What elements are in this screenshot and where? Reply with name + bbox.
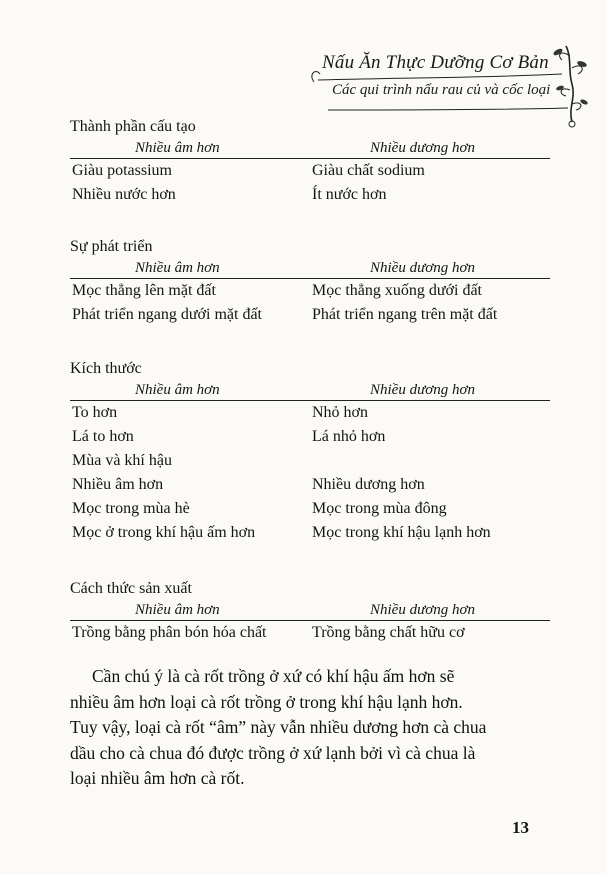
table-row: [70, 303, 550, 327]
cell-yang: Mọc trong khí hậu lạnh hơn: [312, 524, 491, 541]
section-composition: [70, 116, 550, 207]
book-title: Nấu Ăn Thực Dưỡng Cơ Bản: [322, 52, 549, 73]
cell-yin: Mọc thẳng lên mặt đất: [72, 282, 216, 299]
cell-yin: Nhiều âm hơn: [72, 476, 164, 493]
paragraph-line: dầu cho cà chua đó được trồng ở xứ lạnh bởi vì cà chua là: [70, 742, 476, 763]
paragraph-line: nhiều âm hơn loại cà rốt trồng ở trong khí hậu lạnh hơn.: [70, 691, 463, 712]
table-row: [70, 497, 550, 521]
column-header-yang: Nhiều dương hơn: [370, 260, 476, 276]
table-row: [70, 621, 550, 645]
cell-yin: Phát triển ngang dưới mặt đất: [72, 306, 262, 323]
table-row: [70, 449, 550, 473]
cell-yang: Phát triển ngang trên mặt đất: [312, 306, 498, 323]
table-row: [70, 279, 550, 303]
table-row: [70, 183, 550, 207]
cell-yang: Mọc thẳng xuống dưới đất: [312, 282, 482, 299]
cell-yang: Giàu chất sodium: [312, 162, 425, 179]
section-production: [70, 578, 550, 645]
column-header-yang: Nhiều dương hơn: [370, 602, 476, 618]
running-header: [300, 38, 590, 128]
column-header-row: [70, 258, 550, 279]
paragraph-line: loại nhiều âm hơn cà rốt.: [70, 768, 245, 788]
column-header-yin: Nhiều âm hơn: [135, 260, 220, 276]
page-number: 13: [512, 818, 529, 837]
column-header-row: [70, 138, 550, 159]
table-row: [70, 159, 550, 183]
cell-yang: Ít nước hơn: [312, 186, 387, 203]
section-title: Kích thước: [70, 360, 142, 377]
section-title: Sự phát triển: [70, 238, 153, 255]
paragraph-line: Tuy vậy, loại cà rốt “âm” này vẫn nhiều dương hơn cà chua: [70, 717, 487, 737]
table-row: [70, 473, 550, 497]
column-header-row: [70, 380, 550, 401]
section-title: Cách thức sản xuất: [70, 580, 192, 597]
cell-yin: To hơn: [72, 404, 118, 421]
cell-yang: Mọc trong mùa đông: [312, 500, 447, 517]
paragraph-line: Cần chú ý là cà rốt trồng ở xứ có khí hậu ấm hơn sẽ: [92, 666, 455, 686]
column-header-yang: Nhiều dương hơn: [370, 140, 476, 156]
cell-yin: Nhiều nước hơn: [72, 186, 176, 203]
body-paragraph: [70, 664, 555, 792]
column-header-yang: Nhiều dương hơn: [370, 382, 476, 398]
cell-yin: Giàu potassium: [72, 162, 172, 179]
cell-yang: Nhiều dương hơn: [312, 476, 425, 493]
chapter-subtitle: Các qui trình nấu rau củ và cốc loại: [332, 82, 551, 98]
cell-yin: Trồng bằng phân bón hóa chất: [72, 624, 267, 641]
cell-yang: Lá nhỏ hơn: [312, 428, 386, 445]
column-header-yin: Nhiều âm hơn: [135, 140, 220, 156]
section-title: Thành phần cấu tạo: [70, 118, 196, 135]
section-growth: [70, 236, 550, 327]
table-row: [70, 521, 550, 545]
column-header-row: [70, 600, 550, 621]
subheading-season-climate: Mùa và khí hậu: [72, 452, 172, 469]
cell-yin: Lá to hơn: [72, 428, 134, 445]
column-header-yin: Nhiều âm hơn: [135, 602, 220, 618]
cell-yin: Mọc trong mùa hè: [72, 500, 190, 517]
cell-yang: Nhỏ hơn: [312, 404, 369, 421]
cell-yin: Mọc ở trong khí hậu ấm hơn: [72, 524, 256, 541]
cell-yang: Trồng bằng chất hữu cơ: [312, 624, 465, 641]
column-header-yin: Nhiều âm hơn: [135, 382, 220, 398]
section-size: [70, 358, 550, 545]
table-row: [70, 425, 550, 449]
table-row: [70, 401, 550, 425]
